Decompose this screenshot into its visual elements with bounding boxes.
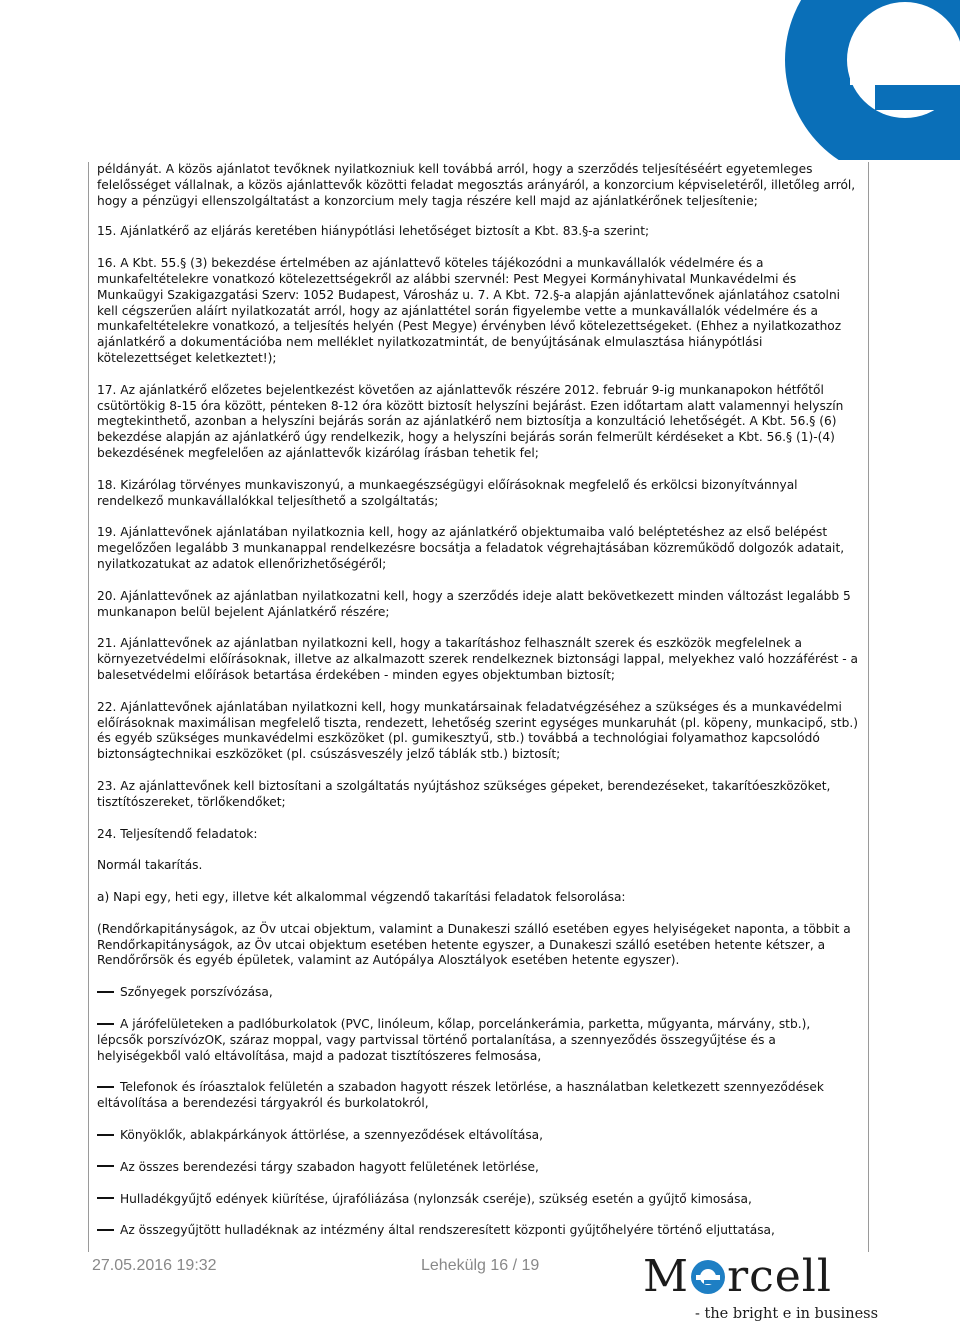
dash-bullet-icon (97, 1086, 114, 1088)
corner-logo-mark (700, 0, 960, 175)
brand-wordmark: M rcell (643, 1251, 832, 1302)
paragraph-15: 15. Ajánlatkérő az eljárás keretében hiánypótlási lehetőséget biztosít a Kbt. 83.§-a szerint; (97, 224, 650, 239)
paragraph-19: 19. Ajánlattevőnek ajánlatában nyilatkoznia kell, hogy az ajánlatkérő objektumaiba való beléptetéshez az első belépést megelőzően legalább 3 munkanappal rendelkezésre bocsátja a feladatok végrehajtásában közreműködő dolgozók adatait, nyilatkozatukat az adatok ellenőrizhetőségéről; (97, 525, 845, 571)
section-a-scope-note: (Rendőrkapitányságok, az Öv utcai objektum, valamint a Dunakeszi szálló esetében egyes helyiségeket naponta, a többit a Rendőrkapitányságok, az Öv utcai objektum esetében hetente egyszer, a Dunakeszi szálló esetében hetente kétszer, a Rendőrőrsök és egyéb épületek, valamint az Autópálya Alosztályok esetében hetente egyszer). (97, 921, 851, 968)
dash-item: Szőnyegek porszívózása, (97, 985, 860, 1001)
brand-tagline: - the bright e in business (695, 1306, 879, 1322)
section-a-heading: a) Napi egy, heti egy, illetve két alkalommal végzendő takarítási feladatok felsorolása: (97, 890, 626, 905)
brand-logo (643, 1250, 879, 1326)
dash-bullet-icon (97, 1229, 114, 1231)
dash-item: Az összes berendezési tárgy szabadon hagyott felületének letörlése, (97, 1160, 860, 1176)
dash-bullet-icon (97, 1134, 114, 1136)
paragraph-16: 16. A Kbt. 55.§ (3) bekezdése értelmében az ajánlattevő köteles tájékozódni a munkavállalók védelmére és a munkafeltételekre vonatkozó kötelezettségekről az alábbi szervnél: Pest Megyei Kormányhivatal Munkavédelmi és Munkaügyi Szakigazgatási Szerv: 1052 Budapest, Városház u. 7. A Kbt. 72.§-a alapján ajánlattevőnek ajánlatához csatolni kell cégszerűen aláírt nyilatkozatát arról, hogy az ajánlattétel során figyelembe vette a munkavállalók védelmére és a munkafeltételekre vonatkozó, a teljesítés helyén (Pest Megye) érvényben lévő kötelezettségeket. (Ehhez a nyilatkozathoz ajánlatkérő a dokumentációba nem melléklet nyilatkozatmintát, de benyújtásának elmulasztása hiánypótlási kötelezettséget keletkeztet!); (97, 256, 842, 365)
dash-bullet-icon (97, 991, 114, 993)
footer-page-number: Lehekülg 16 / 19 (421, 1257, 540, 1274)
document-body (88, 162, 869, 1252)
dash-bullet-icon (97, 1197, 114, 1199)
dash-item: Hulladékgyűjtő edények kiürítése, újrafóliázása (nylonzsák cseréje), szükség esetén a gyűjtő kimosása, (97, 1192, 860, 1208)
dash-item: Telefonok és íróasztalok felületén a szabadon hagyott részek letörlése, a használatban keletkezett szennyeződések eltávolítása a berendezési tárgyakról és burkolatokról, (97, 1080, 824, 1111)
paragraph-17: 17. Az ajánlatkérő előzetes bejelentkezést követően az ajánlattevők részére 2012. február 9-ig munkanapokon hétfőtől csütörtökig 8-15 óra között, pénteken 8-12 óra között biztosít helyszíni bejárást. Ezen időtartam alatt valamennyi helyszín megtekinthető, azonban a helyszíni bejárás során az ajánlatkérő nem biztosítja a konzultáció lehetőségét. A Kbt. 56.§ (6) bekezdése alapján az ajánlatkérő úgy rendelkezik, hogy a helyszíni bejárás során felmerült kérdéseket a Kbt. 56.§ (1)-(4) bekezdésének megfelelően az ajánlattevők kizárólag írásban tehetik fel; (97, 382, 844, 460)
dash-item: Az összegyűjtött hulladéknak az intézmény által rendszeresített központi gyűjtőhelyére történő eljuttatása, (97, 1223, 860, 1239)
paragraph-18: 18. Kizárólag törvényes munkaviszonyú, a munkaegészségügyi előírásoknak megfelelő és erkölcsi bizonyítvánnyal rendelkező munkavállalókkal teljesíthető a szolgáltatás; (97, 477, 798, 508)
paragraph-20: 20. Ajánlattevőnek az ajánlatban nyilatkozatni kell, hogy a szerződés ideje alatt bekövetkezett minden változást legalább 5 munkanapon belül bejelent Ajánlatkérő részére; (97, 588, 851, 619)
paragraph-consortium: példányát. A közös ajánlatot tevőknek nyilatkozniuk kell továbbá arról, hogy a szerződés teljesítéséért egyetemleges felelősséget vállalnak, a közös ajánlattevők közötti feladat megosztás arányáról, a konzorcium képviseletéről, illetőleg arról, hogy a pénzügyi ellenszolgáltatást a konzorcium mely tagja részére kell majd az ajánlatkérőnek teljesítenie; (97, 162, 856, 208)
dash-item: Könyöklők, ablakpárkányok áttörlése, a szennyeződések eltávolítása, (97, 1128, 860, 1144)
paragraph-23: 23. Az ajánlattevőnek kell biztosítani a szolgáltatás nyújtáshoz szükséges gépeket, berendezéseket, takarítóeszközöket, tisztítószereket, törlőkendőket; (97, 778, 831, 809)
brand-e-icon (690, 1259, 726, 1295)
section-normal-cleaning: Normál takarítás. (97, 858, 203, 873)
dash-item: A járófelületeken a padlóburkolatok (PVC, linóleum, kőlap, porcelánkerámia, parketta, műgyanta, márvány, stb.), lépcsők porszívózOK, száraz moppal, vagy partvissal történő portalanítása, a szennyeződés összegyűjtése és a helyiségekből való eltávolítása, majd a padozat tisztítószeres felmosása, (97, 1017, 811, 1063)
dash-bullet-icon (97, 1165, 114, 1167)
paragraph-21: 21. Ajánlattevőnek az ajánlatban nyilatkozni kell, hogy a takarításhoz felhasznált szerek és eszközök megfelelnek a környezetvédelmi előírásoknak, illetve az alkalmazott szerek rendelkeznek biztonsági lappal, melyekhez való hozzáférést - a balesetvédelmi előírások betartása érdekében - minden egyes objektumban biztosít; (97, 636, 858, 682)
paragraph-24-heading: 24. Teljesítendő feladatok: (97, 826, 258, 841)
dash-bullet-icon (97, 1023, 114, 1025)
footer-datetime: 27.05.2016 19:32 (92, 1257, 217, 1274)
paragraph-22: 22. Ajánlattevőnek ajánlatában nyilatkozni kell, hogy munkatársainak feladatvégzéséhez a szükséges és a munkavédelmi előírásoknak maximálisan megfelelő tiszta, rendezett, lehetőség szerint egységes munkaruhát (pl. köpeny, munkacipő, stb.) és egyéb szükséges munkavédelmi eszközöket (pl. gumikesztyű, stb.) továbbá a technológiai folyamathoz kapcsolódó biztonságtechnikai eszközöket (pl. csúszásveszély jelző táblák stb.) biztosít; (97, 699, 859, 762)
